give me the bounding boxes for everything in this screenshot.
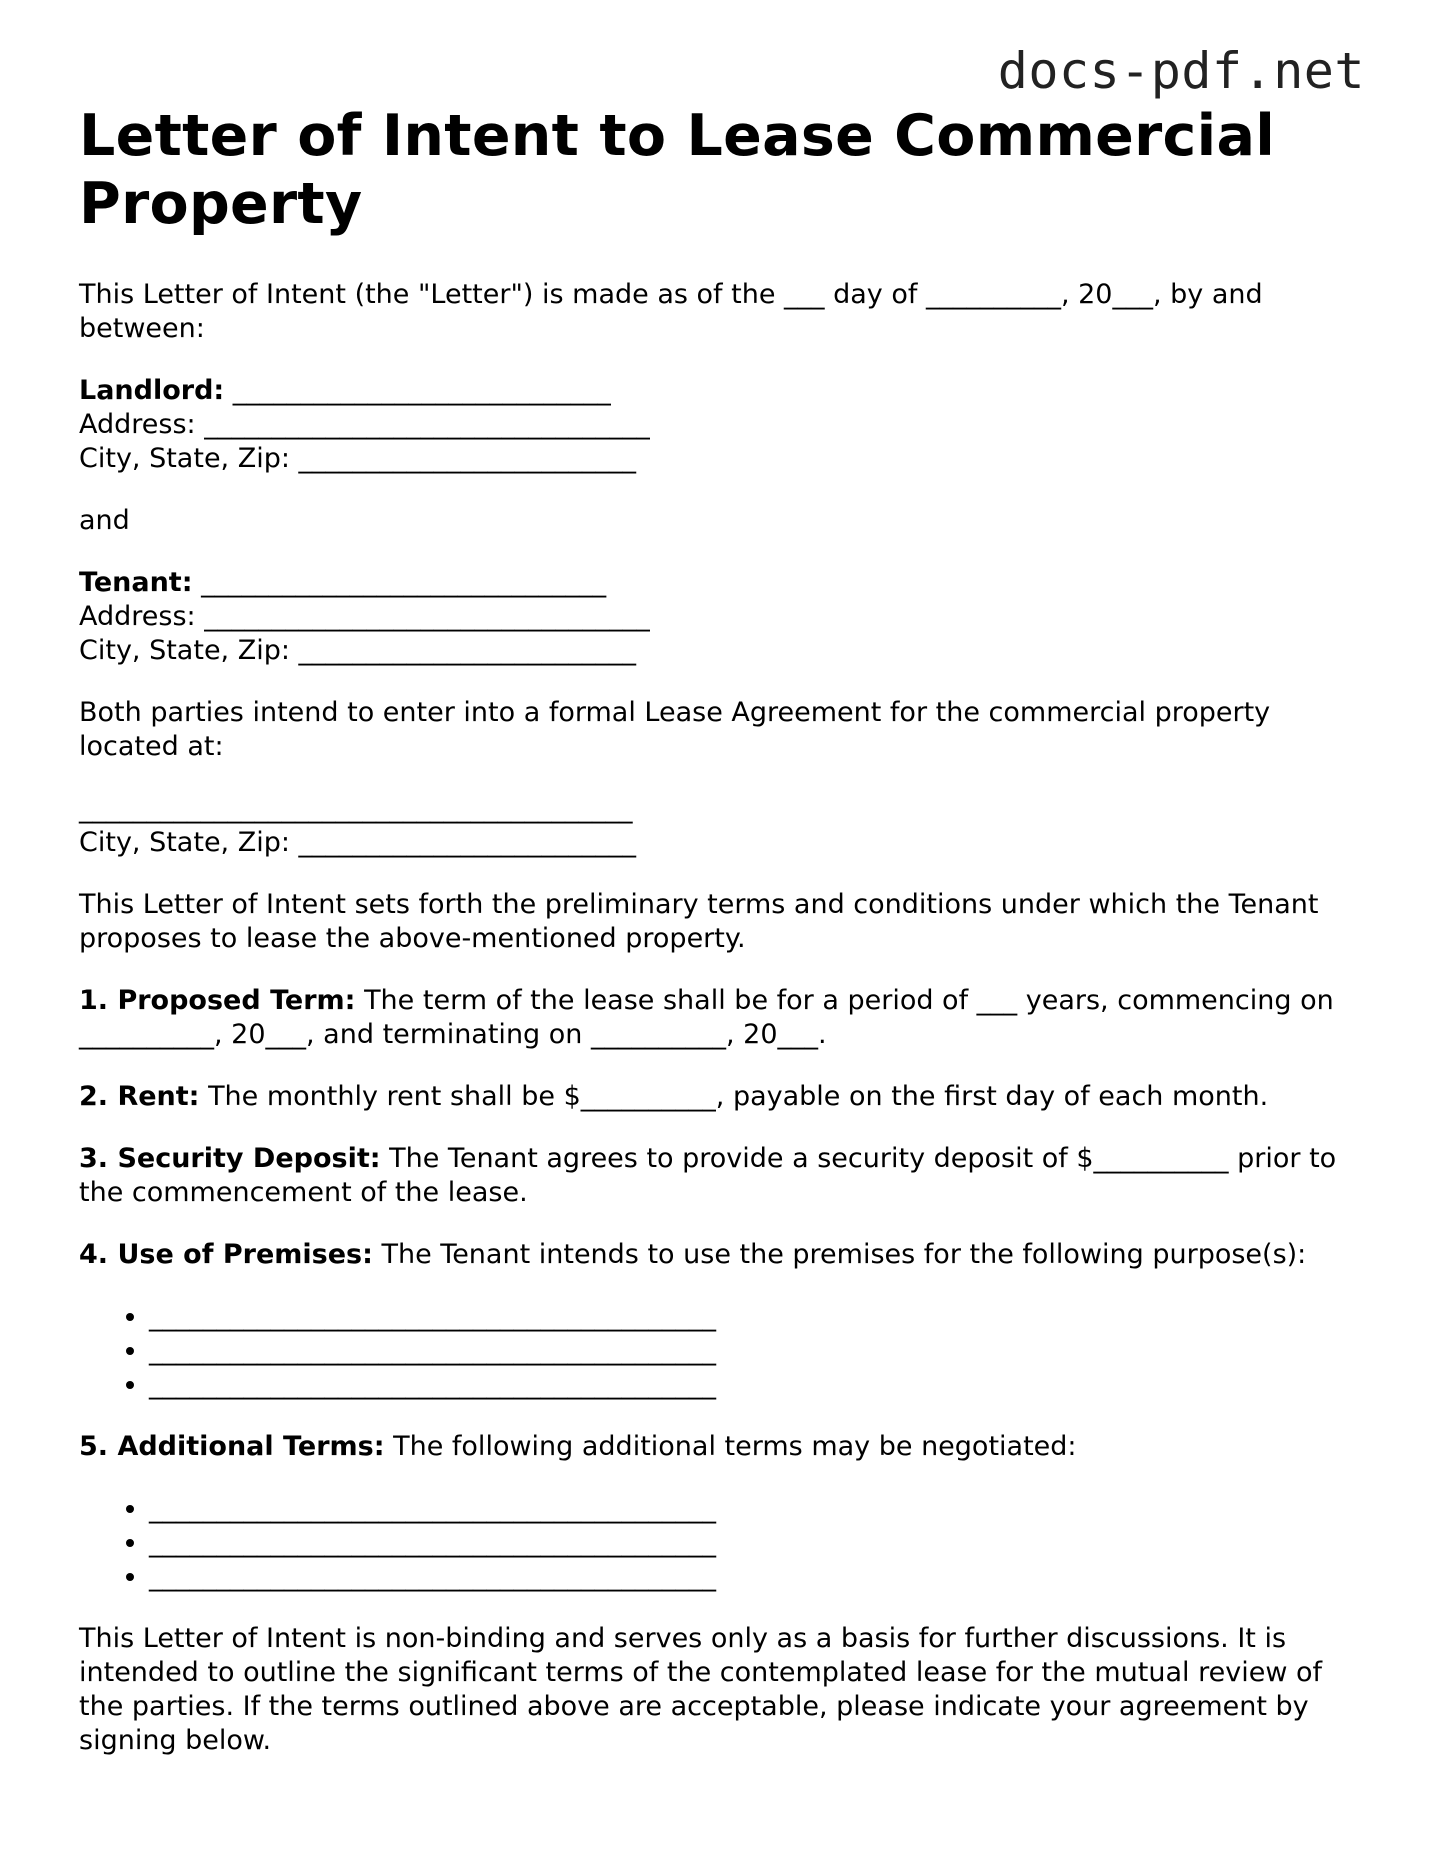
section-use-label: 4. Use of Premises:: [79, 1239, 373, 1270]
section-term-label: 1. Proposed Term:: [79, 985, 356, 1016]
list-item: • __________________________________________: [149, 1526, 1369, 1560]
additional-terms-list: [79, 1492, 1369, 1594]
section-rent-label: 2. Rent:: [79, 1081, 200, 1112]
brand-watermark: docs-pdf.net: [997, 42, 1365, 100]
section-additional: [79, 1430, 1369, 1464]
purpose-paragraph: This Letter of Intent sets forth the preliminary terms and conditions under which the Tenant proposes to lease the above-mentioned property.: [79, 889, 1319, 954]
list-item: • __________________________________________: [149, 1492, 1369, 1526]
use-purpose-list: [79, 1300, 1369, 1402]
landlord-name-field: ____________________________: [224, 375, 611, 406]
landlord-block: [79, 374, 1369, 476]
landlord-city-field: City, State, Zip: _________________________: [79, 443, 637, 474]
tenant-name-field: ______________________________: [192, 567, 607, 598]
property-intro-paragraph: Both parties intend to enter into a formal Lease Agreement for the commercial property located at:: [79, 697, 1271, 762]
section-use-text: The Tenant intends to use the premises for the following purpose(s):: [372, 1239, 1307, 1270]
section-rent-text: The monthly rent shall be $__________, payable on the first day of each month.: [199, 1081, 1269, 1112]
section-additional-text: The following additional terms may be negotiated:: [384, 1431, 1077, 1462]
section-term-text: The term of the lease shall be for a period of ___ years, commencing on __________, 20___, and terminating on __________, 20___.: [79, 985, 1334, 1050]
section-deposit-label: 3. Security Deposit:: [79, 1143, 381, 1174]
property-address-field: _________________________________________: [79, 793, 633, 824]
tenant-city-field: City, State, Zip: _________________________: [79, 635, 637, 666]
section-term: [79, 984, 1369, 1052]
tenant-label: Tenant:: [79, 567, 193, 598]
property-city-field: City, State, Zip: _________________________: [79, 827, 637, 858]
and-text: and: [79, 505, 130, 536]
list-item: • __________________________________________: [149, 1368, 1369, 1402]
tenant-block: [79, 566, 1369, 668]
section-additional-label: 5. Additional Terms:: [79, 1431, 385, 1462]
tenant-address-field: Address: _________________________________: [79, 601, 650, 632]
intro-paragraph: This Letter of Intent (the "Letter") is made as of the ___ day of __________, 20___, by and between:: [79, 279, 1263, 344]
section-use: [79, 1238, 1369, 1272]
closing-paragraph: This Letter of Intent is non-binding and serves only as a basis for further discussions. It is intended to outline the significant terms of the contemplated lease for the mutual review of the parties. If the terms outlined above are acceptable, please indicate your agreement by signing below.: [79, 1623, 1323, 1756]
landlord-address-field: Address: _________________________________: [79, 409, 650, 440]
section-rent: [79, 1080, 1369, 1114]
document-body: [79, 102, 1369, 1786]
document-title: Letter of Intent to Lease Commercial Property: [79, 103, 1276, 237]
list-item: • __________________________________________: [149, 1334, 1369, 1368]
section-deposit-text: The Tenant agrees to provide a security deposit of $__________ prior to the commencement of the lease.: [79, 1143, 1337, 1208]
property-block: [79, 792, 1369, 860]
list-item: • __________________________________________: [149, 1300, 1369, 1334]
landlord-label: Landlord:: [79, 375, 225, 406]
list-item: • __________________________________________: [149, 1560, 1369, 1594]
section-deposit: [79, 1142, 1369, 1210]
